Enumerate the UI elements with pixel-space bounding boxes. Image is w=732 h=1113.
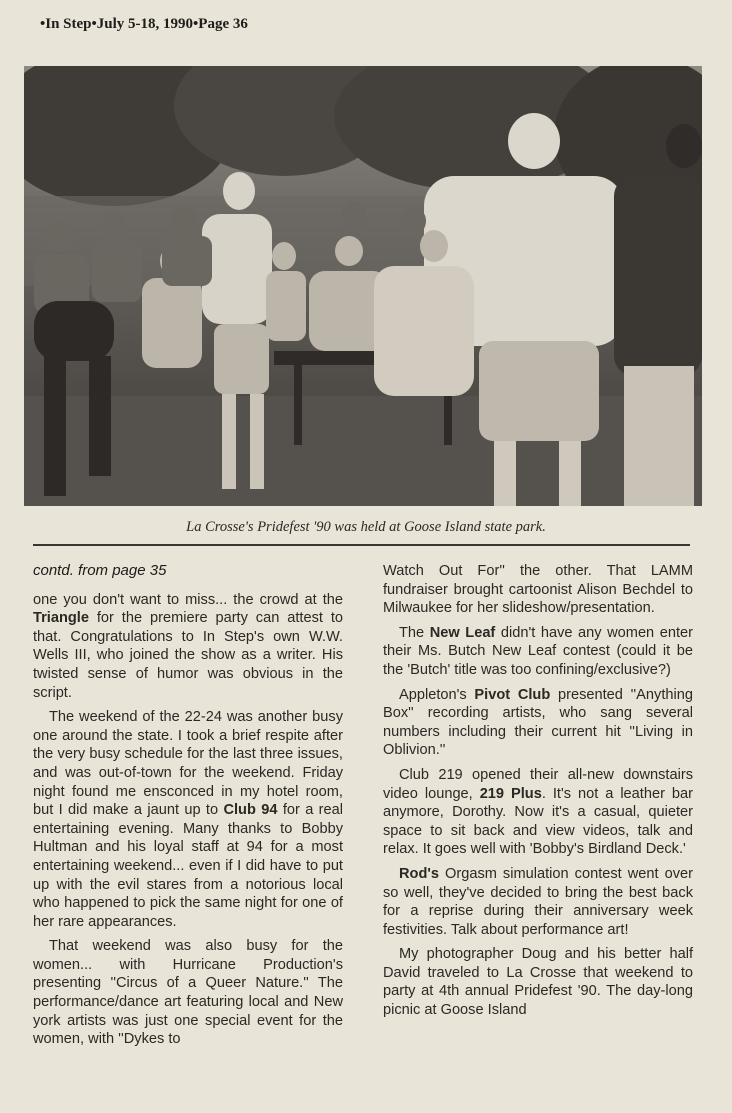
paragraph [383,686,693,760]
paragraph [383,766,693,859]
paragraph-text: for a real entertaining evening. Many thanks to Bobby Hultman and his loyal staff at 94 for a most entertaining weekend... even if I did have to put up with the evil stares from a notorious local who happened to pick the same night for one of her rare appearances. [33,802,343,930]
paragraph: My photographer Doug and his better half David traveled to La Crosse that weekend to party at 4th annual Pridefest '90. The day-long picnic at Goose Island [383,946,693,1019]
venue-name: Rod's [399,865,439,882]
paragraph-text: Appleton's [399,686,475,703]
venue-name: Club 94 [223,802,278,819]
pridefest-photo [24,66,702,506]
paragraph: Watch Out For'' the other. That LAMM fundraiser brought cartoonist Alison Bechdel to Milwaukee for her slideshow/presentation. [383,563,693,617]
venue-name: Triangle [33,610,89,627]
paragraph-text: Orgasm simulation contest went over so well, they've decided to bring the best back for a reprise during their anniversary week festivities. Talk about performance art! [383,865,693,938]
paragraph-text: didn't have any women enter their Ms. Butch New Leaf contest (could it be the 'Butch' title was too confining/exclusive?) [383,624,693,678]
paragraph: That weekend was also busy for the women... with Hurricane Production's presenting ''Circus of a Queer Nature.'' The performance/dance art featuring local and New york artists was just one special event for the women, with ''Dykes to [33,938,343,1048]
page-header: •In Step•July 5-18, 1990•Page 36 [40,16,248,32]
paragraph-text: one you don't want to miss... the crowd at the [33,591,343,608]
paragraph-text: for the premiere party can attest to that. Congratulations to In Step's own W.W. Wells III, who joined the show as a writer. His twisted sense of humor was obvious in the script. [33,610,343,701]
venue-name: New Leaf [429,624,496,641]
continued-from-label: contd. from page 35 [33,562,167,579]
paragraph-text: Club 219 opened their all-new downstairs video lounge, [383,766,693,802]
paragraph-text: The [399,624,430,641]
venue-name: Pivot Club [474,686,551,703]
paragraph-text: . It's not a leather bar anymore, Dorothy. Now it's a casual, quieter space to sit back and view videos, talk and relax. It goes well with 'Bobby's Birdland Deck.' [383,785,693,858]
paragraph-text: presented ''Anything Box'' recording artists, who sang several numbers including their current hit ''Living in Oblivion.'' [383,686,693,759]
paragraph [33,591,343,703]
photo-caption: La Crosse's Pridefest '90 was held at Goose Island state park. [186,519,546,535]
photo-icon [24,66,702,506]
paragraph-text: The weekend of the 22-24 was another busy one around the state. I took a brief respite after the very busy schedule for the last three issues, and was out-of-town for the weekend. Friday night found me ensconced in my hotel room, but I did make a jaunt up to [33,709,343,819]
right-column [383,562,693,1026]
venue-name: 219 Plus [479,785,542,802]
paragraph [383,624,693,680]
left-column [33,560,343,1055]
paragraph [33,708,343,931]
section-divider [33,544,690,546]
paragraph [383,865,693,939]
